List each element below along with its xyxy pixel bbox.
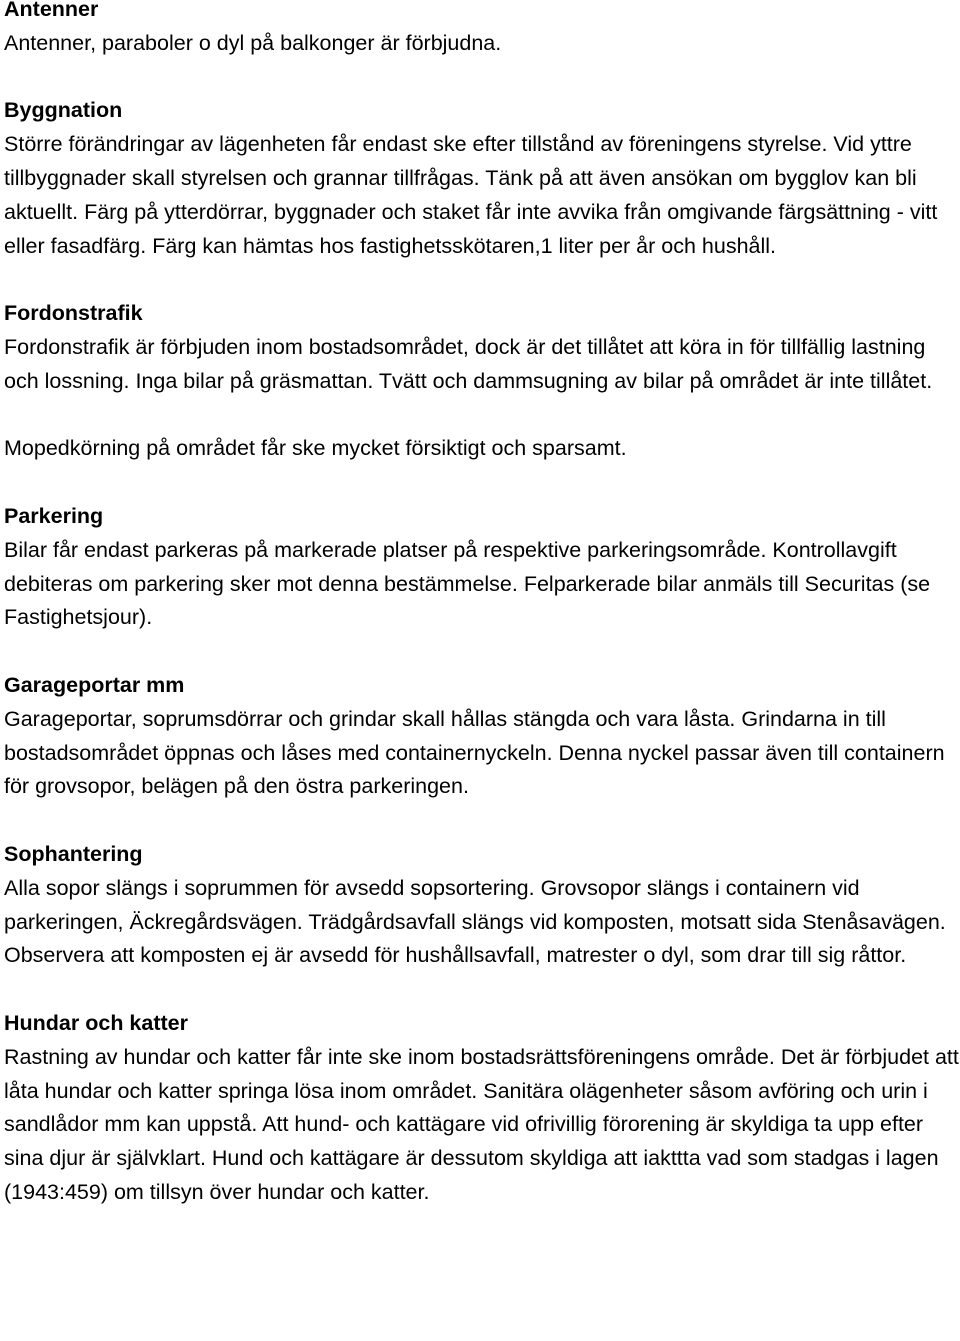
section-paragraph: Mopedkörning på området får ske mycket försiktigt och sparsamt. bbox=[4, 436, 627, 461]
section-parkering bbox=[4, 500, 960, 635]
section-paragraph: Alla sopor slängs i soprummen för avsedd sopsortering. Grovsopor slängs i containern vid parkeringen, Äckregårdsvägen. Trädgårdsavfall slängs vid komposten, motsatt sida Stenåsavägen. Observera att komposten ej är avsedd för hushållsavfall, matrester o dyl, som drar till sig råttor. bbox=[4, 875, 946, 968]
section-garageportar bbox=[4, 669, 960, 804]
section-paragraph: Antenner, paraboler o dyl på balkonger är förbjudna. bbox=[4, 30, 502, 55]
section-heading: Parkering bbox=[4, 503, 104, 528]
section-fordonstrafik bbox=[4, 297, 960, 466]
section-heading: Hundar och katter bbox=[4, 1010, 188, 1035]
section-hundar-och-katter bbox=[4, 1007, 960, 1210]
section-paragraph: Rastning av hundar och katter får inte ske inom bostadsrättsföreningens område. Det är förbjudet att låta hundar och katter springa lösa inom området. Sanitära olägenheter såsom avföring och urin i sandlådor mm kan uppstå. Att hund- och kattägare vid ofrivillig förorening är skyldiga ta upp efter sina djur är självklart. Hund och kattägare är dessutom skyldiga att iakttta vad som stadgas i lagen (1943:459) om tillsyn över hundar och katter. bbox=[4, 1044, 959, 1204]
section-heading: Antenner bbox=[4, 0, 99, 21]
section-paragraph: Större förändringar av lägenheten får endast ske efter tillstånd av föreningens styrelse. Vid yttre tillbyggnader skall styrelsen och grannar tillfrågas. Tänk på att även ansökan om bygglov kan bli aktuellt. Färg på ytterdörrar, byggnader och staket får inte avvika från omgivande färgsättning - vitt eller fasadfärg. Färg kan hämtas hos fastighetsskötaren,1 liter per år och hushåll. bbox=[4, 132, 938, 258]
section-heading: Byggnation bbox=[4, 98, 123, 123]
document-page bbox=[4, 0, 960, 1243]
section-antenner bbox=[4, 0, 960, 61]
section-heading: Sophantering bbox=[4, 841, 143, 866]
section-heading: Garageportar mm bbox=[4, 672, 185, 697]
section-paragraph: Garageportar, soprumsdörrar och grindar skall hållas stängda och vara låsta. Grindarna in till bostadsområdet öppnas och låses med containernyckeln. Denna nyckel passar även till containern för grovsopor, belägen på den östra parkeringen. bbox=[4, 706, 945, 799]
section-paragraph: Fordonstrafik är förbjuden inom bostadsområdet, dock är det tillåtet att köra in för tillfällig lastning och lossning. Inga bilar på gräsmattan. Tvätt och dammsugning av bilar på området är inte tillåtet. bbox=[4, 334, 933, 393]
section-byggnation bbox=[4, 94, 960, 263]
section-sophantering bbox=[4, 838, 960, 973]
section-heading: Fordonstrafik bbox=[4, 301, 143, 326]
section-paragraph: Bilar får endast parkeras på markerade platser på respektive parkeringsområde. Kontrollavgift debiteras om parkering sker mot denna bestämmelse. Felparkerade bilar anmäls till Securitas (se Fastighetsjour). bbox=[4, 537, 931, 630]
